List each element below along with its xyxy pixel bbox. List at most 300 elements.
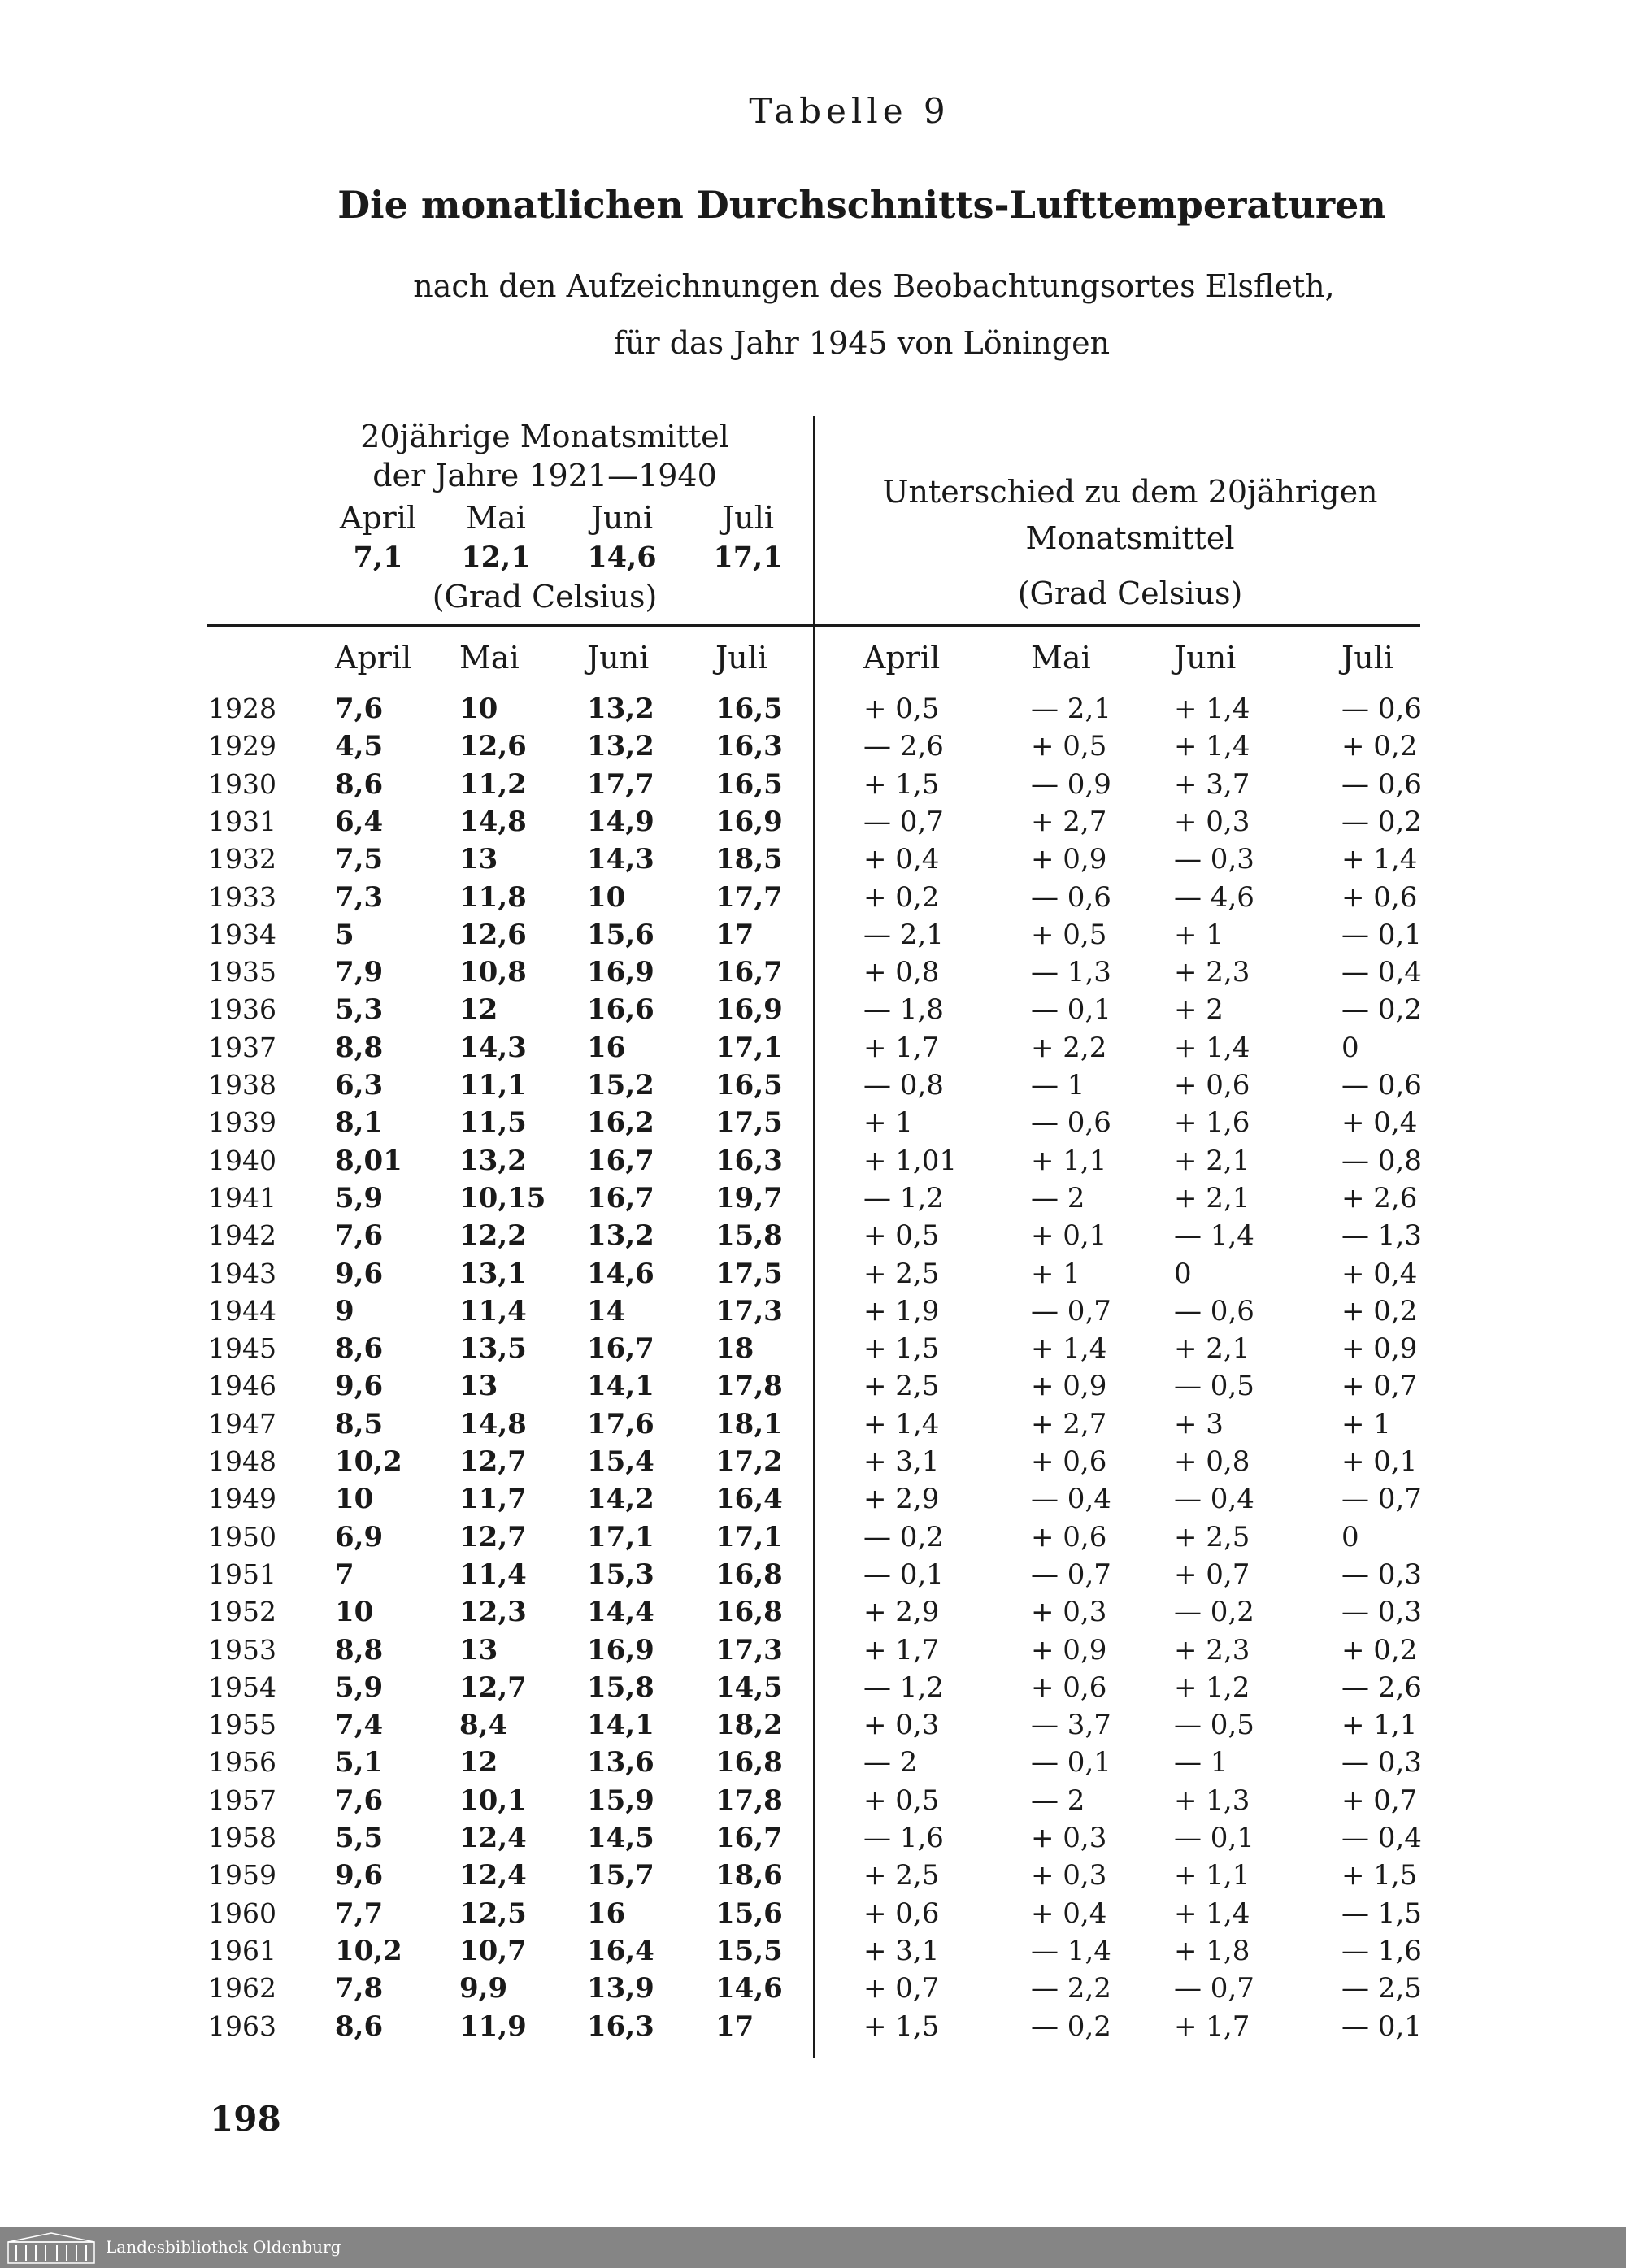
difference-cell: 0 <box>1174 1258 1192 1290</box>
value-cell: 12,3 <box>459 1596 527 1628</box>
difference-cell: + 2,1 <box>1174 1332 1250 1365</box>
difference-cell: + 0,9 <box>1341 1332 1418 1365</box>
left-header-month-juni: Juni <box>590 500 654 536</box>
difference-cell: — 0,1 <box>1031 993 1111 1026</box>
value-cell: 14,3 <box>459 1032 527 1064</box>
difference-cell: + 1,8 <box>1174 1935 1250 1967</box>
value-cell: 16,3 <box>587 2010 654 2043</box>
row-year: 1944 <box>208 1295 276 1327</box>
value-cell: 14,8 <box>459 806 527 838</box>
right-header-line2: Monatsmittel <box>1025 520 1235 556</box>
value-cell: 7,5 <box>335 843 384 875</box>
value-cell: 10 <box>587 881 626 914</box>
value-cell: 16,8 <box>715 1596 783 1628</box>
difference-cell: — 3,7 <box>1031 1709 1111 1741</box>
difference-cell: + 0,8 <box>1174 1445 1250 1478</box>
row-year: 1932 <box>208 843 276 875</box>
left-header-mean-april: 7,1 <box>353 541 403 574</box>
value-cell: 13 <box>459 1634 498 1666</box>
difference-cell: + 0,3 <box>1174 806 1250 838</box>
difference-cell: + 2,7 <box>1031 806 1107 838</box>
value-cell: 17,6 <box>587 1408 654 1440</box>
value-cell: 8,8 <box>335 1634 384 1666</box>
value-cell: 9,6 <box>335 1258 384 1290</box>
difference-cell: + 0,1 <box>1341 1445 1418 1478</box>
difference-cell: — 0,4 <box>1341 1822 1422 1854</box>
value-cell: 12,6 <box>459 919 527 951</box>
left-header-month-juli: Juli <box>721 500 774 536</box>
value-cell: 17,7 <box>587 768 654 801</box>
value-cell: 14,6 <box>587 1258 654 1290</box>
subtitle-line-2: für das Jahr 1945 von Löningen <box>613 325 1111 361</box>
value-cell: 9,9 <box>459 1972 508 2005</box>
difference-cell: + 3,7 <box>1174 768 1250 801</box>
row-year: 1952 <box>208 1596 276 1627</box>
value-cell: 13,1 <box>459 1258 527 1290</box>
difference-cell: — 0,8 <box>863 1069 944 1101</box>
difference-cell: + 0,5 <box>1031 730 1107 763</box>
row-year: 1938 <box>208 1069 276 1101</box>
difference-cell: + 0,5 <box>863 693 940 725</box>
value-cell: 7,8 <box>335 1972 384 2005</box>
difference-cell: — 0,2 <box>1031 2010 1111 2043</box>
value-cell: 7,7 <box>335 1897 384 1930</box>
value-cell: 18,6 <box>715 1859 783 1892</box>
row-year: 1956 <box>208 1746 276 1778</box>
difference-cell: — 4,6 <box>1174 881 1254 914</box>
value-cell: 18 <box>715 1332 754 1365</box>
difference-cell: + 0,6 <box>1174 1069 1250 1101</box>
difference-cell: + 1 <box>863 1106 913 1139</box>
value-cell: 17,2 <box>715 1445 783 1478</box>
value-cell: 11,4 <box>459 1558 527 1591</box>
value-cell: 10,1 <box>459 1784 527 1817</box>
value-cell: 16,7 <box>715 1822 783 1854</box>
table-label: Tabelle 9 <box>749 91 950 131</box>
right-header-line1: Unterschied zu dem 20jährigen <box>882 474 1378 510</box>
difference-cell: + 1,4 <box>1174 1032 1250 1064</box>
row-year: 1957 <box>208 1784 276 1816</box>
difference-cell: — 0,3 <box>1341 1558 1422 1591</box>
difference-cell: + 1,7 <box>863 1032 940 1064</box>
difference-cell: — 0,1 <box>1174 1822 1254 1854</box>
difference-cell: + 1,6 <box>1174 1106 1250 1139</box>
value-cell: 10,15 <box>459 1182 546 1214</box>
column-divider <box>813 416 815 2058</box>
row-year: 1940 <box>208 1145 276 1176</box>
difference-cell: 0 <box>1341 1521 1359 1553</box>
difference-cell: — 1,4 <box>1174 1219 1254 1252</box>
value-cell: 16,7 <box>587 1145 654 1177</box>
value-cell: 8,8 <box>335 1032 384 1064</box>
value-cell: 7,3 <box>335 881 384 914</box>
difference-cell: + 0,7 <box>1341 1370 1418 1402</box>
value-cell: 9,6 <box>335 1859 384 1892</box>
value-cell: 14,2 <box>587 1483 654 1515</box>
difference-cell: + 2,1 <box>1174 1182 1250 1214</box>
value-cell: 12,7 <box>459 1521 527 1553</box>
value-cell: 16,9 <box>715 993 783 1026</box>
value-cell: 13,9 <box>587 1972 654 2005</box>
value-cell: 15,8 <box>587 1671 654 1704</box>
difference-cell: + 0,6 <box>1031 1671 1107 1704</box>
value-cell: 15,8 <box>715 1219 783 1252</box>
difference-cell: + 2,2 <box>1031 1032 1107 1064</box>
difference-cell: + 1,4 <box>863 1408 940 1440</box>
difference-cell: — 2,1 <box>863 919 944 951</box>
difference-cell: + 0,3 <box>1031 1596 1107 1628</box>
value-cell: 8,01 <box>335 1145 402 1177</box>
difference-cell: + 1,5 <box>863 1332 940 1365</box>
value-cell: 13,6 <box>587 1746 654 1779</box>
value-cell: 15,4 <box>587 1445 654 1478</box>
value-cell: 12,6 <box>459 730 527 763</box>
difference-cell: + 2,1 <box>1174 1145 1250 1177</box>
value-cell: 12,7 <box>459 1671 527 1704</box>
difference-cell: + 1 <box>1341 1408 1391 1440</box>
value-cell: 17 <box>715 919 754 951</box>
left-header-month-mai: Mai <box>466 500 526 536</box>
difference-cell: — 1,3 <box>1341 1219 1422 1252</box>
difference-cell: + 1,7 <box>1174 2010 1250 2043</box>
difference-cell: + 2,7 <box>1031 1408 1107 1440</box>
column-header-left-3: Juli <box>715 640 768 676</box>
row-year: 1961 <box>208 1935 276 1966</box>
subtitle-line-1: nach den Aufzeichnungen des Beobachtungsortes Elsfleth, <box>413 268 1335 304</box>
row-year: 1953 <box>208 1634 276 1666</box>
difference-cell: + 3,1 <box>863 1935 940 1967</box>
value-cell: 6,9 <box>335 1521 384 1553</box>
difference-cell: — 0,1 <box>1341 919 1422 951</box>
difference-cell: — 0,7 <box>1031 1295 1111 1327</box>
value-cell: 10,2 <box>335 1445 402 1478</box>
difference-cell: — 0,7 <box>1341 1483 1422 1515</box>
difference-cell: — 0,6 <box>1341 768 1422 801</box>
right-header-unit: (Grad Celsius) <box>1017 576 1243 611</box>
value-cell: 15,6 <box>587 919 654 951</box>
row-year: 1945 <box>208 1332 276 1364</box>
value-cell: 8,5 <box>335 1408 384 1440</box>
row-year: 1947 <box>208 1408 276 1440</box>
difference-cell: + 0,5 <box>863 1784 940 1817</box>
difference-cell: — 0,8 <box>1341 1145 1422 1177</box>
difference-cell: + 1,5 <box>1341 1859 1418 1892</box>
value-cell: 5,3 <box>335 993 384 1026</box>
column-header-right-3: Juli <box>1341 640 1394 676</box>
row-year: 1936 <box>208 993 276 1025</box>
value-cell: 16,8 <box>715 1558 783 1591</box>
difference-cell: — 0,6 <box>1341 1069 1422 1101</box>
value-cell: 15,2 <box>587 1069 654 1101</box>
value-cell: 14,3 <box>587 843 654 875</box>
difference-cell: — 1,2 <box>863 1182 944 1214</box>
difference-cell: + 0,8 <box>863 956 940 988</box>
difference-cell: + 0,2 <box>1341 1634 1418 1666</box>
value-cell: 17,5 <box>715 1106 783 1139</box>
value-cell: 17 <box>715 2010 754 2043</box>
difference-cell: — 0,1 <box>1341 2010 1422 2043</box>
value-cell: 7,6 <box>335 693 384 725</box>
difference-cell: + 1,5 <box>863 2010 940 2043</box>
difference-cell: — 2 <box>1031 1784 1085 1817</box>
row-year: 1939 <box>208 1106 276 1138</box>
row-year: 1950 <box>208 1521 276 1553</box>
value-cell: 10 <box>459 693 498 725</box>
value-cell: 5,9 <box>335 1182 384 1214</box>
difference-cell: 0 <box>1341 1032 1359 1064</box>
difference-cell: + 2,9 <box>863 1596 940 1628</box>
value-cell: 16,7 <box>587 1182 654 1214</box>
page-number: 198 <box>210 2099 281 2139</box>
difference-cell: — 1,5 <box>1341 1897 1422 1930</box>
difference-cell: — 0,7 <box>1031 1558 1111 1591</box>
value-cell: 19,7 <box>715 1182 783 1214</box>
difference-cell: + 0,6 <box>1341 881 1418 914</box>
difference-cell: + 1,4 <box>1174 693 1250 725</box>
difference-cell: — 1 <box>1174 1746 1228 1779</box>
difference-cell: — 0,1 <box>1031 1746 1111 1779</box>
value-cell: 6,4 <box>335 806 384 838</box>
difference-cell: — 2,6 <box>863 730 944 763</box>
difference-cell: + 1,01 <box>863 1145 957 1177</box>
row-year: 1949 <box>208 1483 276 1514</box>
value-cell: 11,4 <box>459 1295 527 1327</box>
difference-cell: + 0,3 <box>1031 1859 1107 1892</box>
difference-cell: + 2,3 <box>1174 1634 1250 1666</box>
value-cell: 11,2 <box>459 768 527 801</box>
difference-cell: — 2 <box>1031 1182 1085 1214</box>
value-cell: 13,5 <box>459 1332 527 1365</box>
row-year: 1933 <box>208 881 276 913</box>
value-cell: 15,6 <box>715 1897 783 1930</box>
difference-cell: + 0,4 <box>863 843 940 875</box>
value-cell: 5,5 <box>335 1822 384 1854</box>
difference-cell: — 0,6 <box>1174 1295 1254 1327</box>
value-cell: 14,1 <box>587 1370 654 1402</box>
difference-cell: + 2,3 <box>1174 956 1250 988</box>
value-cell: 16 <box>587 1897 626 1930</box>
value-cell: 7 <box>335 1558 354 1591</box>
value-cell: 16,4 <box>715 1483 783 1515</box>
difference-cell: — 1,3 <box>1031 956 1111 988</box>
value-cell: 15,9 <box>587 1784 654 1817</box>
value-cell: 17,8 <box>715 1784 783 1817</box>
value-cell: 11,1 <box>459 1069 527 1101</box>
value-cell: 17,7 <box>715 881 783 914</box>
left-header-line1: 20jährige Monatsmittel <box>360 419 729 454</box>
difference-cell: — 0,3 <box>1341 1746 1422 1779</box>
library-name: Landesbibliothek Oldenburg <box>106 2237 341 2257</box>
difference-cell: + 0,6 <box>863 1897 940 1930</box>
row-year: 1943 <box>208 1258 276 1289</box>
value-cell: 16 <box>587 1032 626 1064</box>
row-year: 1946 <box>208 1370 276 1401</box>
value-cell: 14 <box>587 1295 626 1327</box>
value-cell: 8,6 <box>335 1332 384 1365</box>
value-cell: 10,8 <box>459 956 527 988</box>
difference-cell: + 1 <box>1174 919 1224 951</box>
value-cell: 13,2 <box>587 1219 654 1252</box>
value-cell: 18,5 <box>715 843 783 875</box>
page-title: Die monatlichen Durchschnitts-Lufttemperaturen <box>337 183 1386 227</box>
value-cell: 9 <box>335 1295 354 1327</box>
row-year: 1931 <box>208 806 276 837</box>
value-cell: 14,6 <box>715 1972 783 2005</box>
difference-cell: — 0,2 <box>1341 806 1422 838</box>
row-year: 1959 <box>208 1859 276 1891</box>
value-cell: 6,3 <box>335 1069 384 1101</box>
column-header-left-2: Juni <box>587 640 650 676</box>
difference-cell: + 0,2 <box>863 881 940 914</box>
value-cell: 13,2 <box>587 730 654 763</box>
difference-cell: + 2,9 <box>863 1483 940 1515</box>
value-cell: 11,8 <box>459 881 527 914</box>
left-header-mean-mai: 12,1 <box>461 541 531 574</box>
value-cell: 7,4 <box>335 1709 384 1741</box>
difference-cell: — 0,1 <box>863 1558 944 1591</box>
difference-cell: + 0,2 <box>1341 1295 1418 1327</box>
value-cell: 5,9 <box>335 1671 384 1704</box>
left-header-month-april: April <box>339 500 417 536</box>
value-cell: 5 <box>335 919 354 951</box>
row-year: 1948 <box>208 1445 276 1477</box>
row-year: 1935 <box>208 956 276 988</box>
difference-cell: + 1,2 <box>1174 1671 1250 1704</box>
value-cell: 16,3 <box>715 730 783 763</box>
value-cell: 5,1 <box>335 1746 384 1779</box>
difference-cell: + 0,6 <box>1031 1445 1107 1478</box>
row-year: 1928 <box>208 693 276 724</box>
value-cell: 12 <box>459 1746 498 1779</box>
difference-cell: + 0,9 <box>1031 1370 1107 1402</box>
difference-cell: — 0,3 <box>1174 843 1254 875</box>
value-cell: 17,1 <box>587 1521 654 1553</box>
difference-cell: + 0,7 <box>1341 1784 1418 1817</box>
difference-cell: + 2,5 <box>863 1370 940 1402</box>
value-cell: 16,9 <box>587 1634 654 1666</box>
library-building-icon <box>7 2231 96 2265</box>
difference-cell: — 0,7 <box>1174 1972 1254 2005</box>
value-cell: 16,9 <box>715 806 783 838</box>
difference-cell: + 1,4 <box>1031 1332 1107 1365</box>
row-year: 1941 <box>208 1182 276 1214</box>
difference-cell: + 0,4 <box>1031 1897 1107 1930</box>
header-rule <box>207 624 1420 627</box>
value-cell: 16,4 <box>587 1935 654 1967</box>
difference-cell: + 0,9 <box>1031 1634 1107 1666</box>
value-cell: 7,6 <box>335 1784 384 1817</box>
difference-cell: — 1,6 <box>1341 1935 1422 1967</box>
difference-cell: + 1 <box>1031 1258 1080 1290</box>
difference-cell: + 0,6 <box>1031 1521 1107 1553</box>
difference-cell: — 2,6 <box>1341 1671 1422 1704</box>
difference-cell: — 1,8 <box>863 993 944 1026</box>
value-cell: 16,2 <box>587 1106 654 1139</box>
value-cell: 13 <box>459 1370 498 1402</box>
difference-cell: + 1,4 <box>1341 843 1418 875</box>
value-cell: 15,5 <box>715 1935 783 1967</box>
difference-cell: — 0,6 <box>1341 693 1422 725</box>
difference-cell: + 0,4 <box>1341 1106 1418 1139</box>
value-cell: 4,5 <box>335 730 384 763</box>
difference-cell: + 1,1 <box>1031 1145 1107 1177</box>
value-cell: 14,1 <box>587 1709 654 1741</box>
value-cell: 16,8 <box>715 1746 783 1779</box>
value-cell: 14,9 <box>587 806 654 838</box>
value-cell: 8,4 <box>459 1709 508 1741</box>
value-cell: 11,5 <box>459 1106 527 1139</box>
difference-cell: + 0,5 <box>863 1219 940 1252</box>
difference-cell: — 0,9 <box>1031 768 1111 801</box>
value-cell: 18,1 <box>715 1408 783 1440</box>
footer-bar <box>0 2227 1626 2268</box>
row-year: 1954 <box>208 1671 276 1703</box>
value-cell: 15,3 <box>587 1558 654 1591</box>
value-cell: 8,6 <box>335 768 384 801</box>
value-cell: 10 <box>335 1596 374 1628</box>
difference-cell: — 2,1 <box>1031 693 1111 725</box>
row-year: 1929 <box>208 730 276 762</box>
value-cell: 13 <box>459 843 498 875</box>
difference-cell: — 2,2 <box>1031 1972 1111 2005</box>
difference-cell: — 0,5 <box>1174 1370 1254 1402</box>
difference-cell: + 1,4 <box>1174 1897 1250 1930</box>
value-cell: 10,2 <box>335 1935 402 1967</box>
difference-cell: + 0,5 <box>1031 919 1107 951</box>
row-year: 1958 <box>208 1822 276 1853</box>
difference-cell: + 3,1 <box>863 1445 940 1478</box>
left-header-unit: (Grad Celsius) <box>432 579 658 615</box>
column-header-right-1: Mai <box>1031 640 1091 676</box>
difference-cell: — 0,3 <box>1341 1596 1422 1628</box>
value-cell: 11,9 <box>459 2010 527 2043</box>
row-year: 1937 <box>208 1032 276 1063</box>
difference-cell: + 0,2 <box>1341 730 1418 763</box>
difference-cell: + 1,3 <box>1174 1784 1250 1817</box>
row-year: 1963 <box>208 2010 276 2042</box>
difference-cell: — 0,2 <box>1174 1596 1254 1628</box>
value-cell: 12,4 <box>459 1859 527 1892</box>
value-cell: 10 <box>335 1483 374 1515</box>
value-cell: 13,2 <box>459 1145 527 1177</box>
difference-cell: + 1,1 <box>1174 1859 1250 1892</box>
row-year: 1960 <box>208 1897 276 1929</box>
value-cell: 15,7 <box>587 1859 654 1892</box>
value-cell: 17,1 <box>715 1032 783 1064</box>
value-cell: 14,4 <box>587 1596 654 1628</box>
difference-cell: + 1,1 <box>1341 1709 1418 1741</box>
difference-cell: — 0,2 <box>863 1521 944 1553</box>
value-cell: 12,4 <box>459 1822 527 1854</box>
value-cell: 14,8 <box>459 1408 527 1440</box>
value-cell: 16,5 <box>715 1069 783 1101</box>
value-cell: 12 <box>459 993 498 1026</box>
value-cell: 17,8 <box>715 1370 783 1402</box>
difference-cell: + 3 <box>1174 1408 1224 1440</box>
value-cell: 14,5 <box>715 1671 783 1704</box>
value-cell: 9,6 <box>335 1370 384 1402</box>
difference-cell: — 0,6 <box>1031 1106 1111 1139</box>
value-cell: 17,5 <box>715 1258 783 1290</box>
difference-cell: + 2 <box>1174 993 1224 1026</box>
difference-cell: + 2,5 <box>1174 1521 1250 1553</box>
value-cell: 16,7 <box>715 956 783 988</box>
difference-cell: + 1,9 <box>863 1295 940 1327</box>
difference-cell: — 2 <box>863 1746 918 1779</box>
value-cell: 14,5 <box>587 1822 654 1854</box>
value-cell: 12,7 <box>459 1445 527 1478</box>
difference-cell: + 0,4 <box>1341 1258 1418 1290</box>
